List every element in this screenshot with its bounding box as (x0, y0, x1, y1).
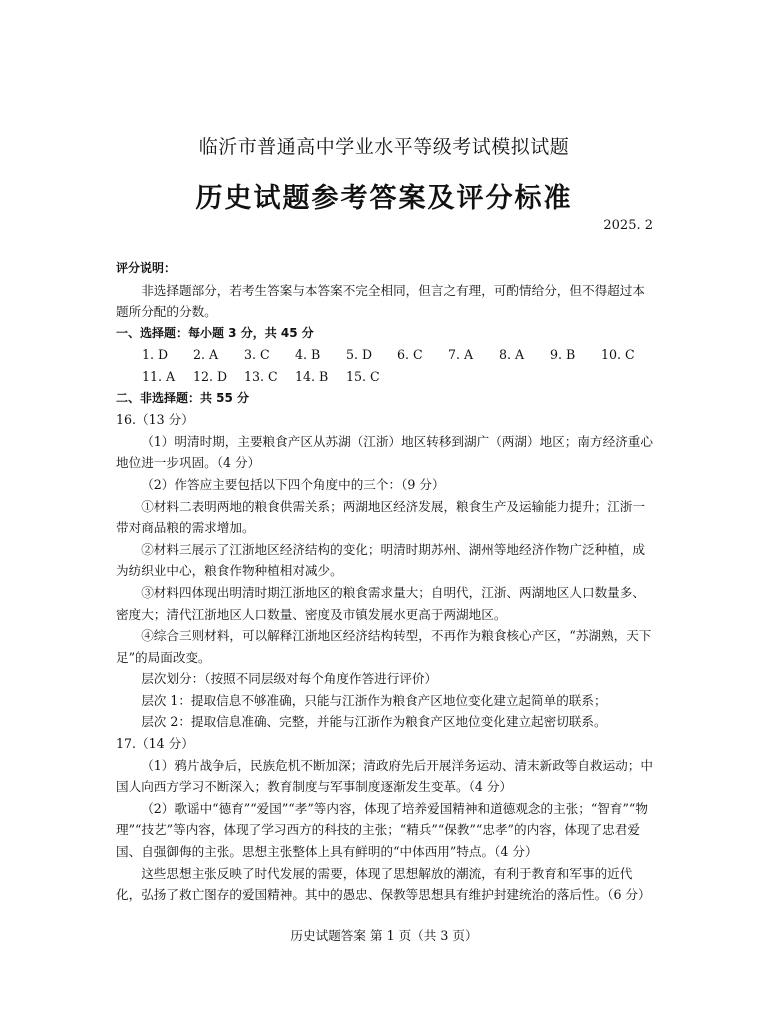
answer-row-1 (116, 344, 654, 366)
section1-heading: 一、选择题：每小题 3 分，共 45 分 (116, 325, 314, 340)
scoring-heading: 评分说明： (116, 261, 177, 275)
answer-item: 7. A (448, 347, 474, 363)
page-title: 历史试题参考答案及评分标准 (195, 183, 573, 214)
answer-item: 12. D (193, 368, 228, 384)
answer-item: 8. A (499, 347, 525, 363)
answer-item: 14. B (295, 368, 329, 384)
scoring-text: 非选择题部分，若考生答案与本答案不完全相同，但言之有理，可酌情给分，但不得超过本题所分配的分数。 (116, 282, 645, 320)
q16-paragraph: 层次划分：（按照不同层级对每个角度作答进行评价） (141, 671, 438, 687)
answer-item: 6. C (397, 347, 423, 363)
q16-paragraph: ④综合三则材料，可以解释江浙地区经济结构转型，不再作为粮食核心产区，“苏湖熟，天下足”的局面改变。 (116, 628, 652, 665)
q17-paragraph: （2）歌谣中“德育”“爱国”“孝”等内容，体现了培养爱国精神和道德观念的主张；“智育”“物理”“技艺”等内容，体现了学习西方的科技的主张；“精兵”“保教”“忠孝”的内容，体现了忠君爱国、自强御侮的主张。思想主张整体上具有鲜明的“中体西用”特点。（4 分） (116, 800, 648, 860)
exam-date: 2025. 2 (603, 218, 653, 233)
answer-content (116, 258, 654, 906)
q16-paragraph: ③材料四体现出明清时期江浙地区的粮食需求量大；自明代，江浙、两湖地区人口数量多、密度大；清代江浙地区人口数量、密度及市镇发展水更高于两湖地区。 (116, 584, 645, 622)
answer-item: 11. A (142, 368, 176, 384)
section2-heading: 二、非选择题：共 55 分 (116, 390, 250, 405)
question-16-number: 16.（13 分） (116, 412, 194, 428)
answer-row-2 (116, 366, 654, 388)
answer-item: 5. D (346, 347, 373, 363)
q16-paragraph: （1）明清时期，主要粮食产区从苏湖（江浙）地区转移到湖广（两湖）地区；南方经济重心地位进一步巩固。（4 分） (116, 433, 653, 471)
q16-paragraph: 层次 2：提取信息准确、完整，并能与江浙作为粮食产区地位变化建立起密切联系。 (141, 714, 607, 730)
answer-item: 3. C (244, 347, 270, 363)
q17-paragraph: （1）鸦片战争后，民族危机不断加深；清政府先后开展洋务运动、清末新政等自救运动；中国人向西方学习不断深入；教育制度与军事制度逐渐发生变革。（4 分） (116, 757, 653, 795)
answer-item: 13. C (244, 368, 278, 384)
answer-item: 15. C (346, 368, 380, 384)
answer-item: 9. B (550, 347, 576, 363)
exam-subtitle: 临沂市普通高中学业水平等级考试模拟试题 (198, 136, 570, 158)
q17-paragraph: 这些思想主张反映了时代发展的需要，体现了思想解放的潮流，有利于教育和军事的近代化，弘扬了救亡图存的爱国精神。其中的愚忠、保教等思想具有维护封建统治的落后性。（6 分） (116, 865, 651, 903)
q16-paragraph: ①材料二表明两地的粮食供需关系；两湖地区经济发展，粮食生产及运输能力提升；江浙一带对商品粮的需求增加。 (116, 498, 645, 536)
answer-item: 10. C (601, 347, 635, 363)
answer-item: 1. D (142, 347, 169, 363)
q16-paragraph: ②材料三展示了江浙地区经济结构的变化；明清时期苏州、湖州等地经济作物广泛种植，成为纺织业中心，粮食作物种植相对减少。 (116, 541, 645, 579)
answer-item: 2. A (193, 347, 219, 363)
answer-item: 4. B (295, 347, 321, 363)
q16-paragraph: 层次 1：提取信息不够准确，只能与江浙作为粮食产区地位变化建立起简单的联系； (141, 692, 607, 708)
q16-paragraph: （2）作答应主要包括以下四个角度中的三个：（9 分） (141, 476, 445, 492)
page-footer: 历史试题答案 第 1 页（共 3 页） (290, 928, 478, 943)
question-17-number: 17.（14 分） (116, 736, 194, 752)
